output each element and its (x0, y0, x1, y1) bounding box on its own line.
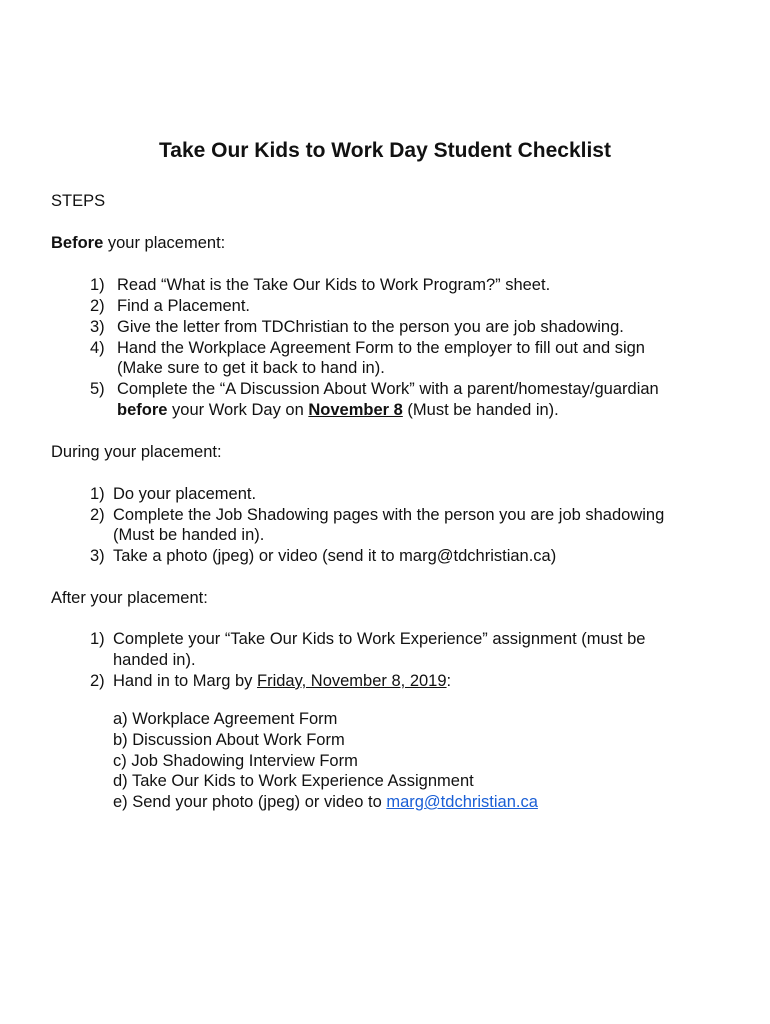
before-heading-bold: Before (51, 234, 104, 252)
subitem-d: d) Take Our Kids to Work Experience Assignment (113, 772, 474, 790)
before-item-4-line1: Hand the Workplace Agreement Form to the employer to fill out and sign (117, 339, 645, 357)
during-item-2-number: 2) (90, 506, 105, 524)
after-item-1-line1: Complete your “Take Our Kids to Work Experience” assignment (must be (113, 630, 646, 648)
after-item-2-number: 2) (90, 672, 105, 690)
before-item-5-end: (Must be handed in). (402, 401, 559, 419)
subitem-e-text: e) Send your photo (jpeg) or video to (113, 793, 387, 811)
before-item-1-text: Read “What is the Take Our Kids to Work Program?” sheet. (117, 276, 551, 294)
after-item-2-text (113, 671, 451, 692)
after-item-2-pre: Hand in to Marg by (113, 672, 257, 690)
after-item-1-number: 1) (90, 630, 105, 648)
after-item-2-post: : (446, 672, 452, 690)
page-title: Take Our Kids to Work Day Student Checklist (159, 139, 611, 162)
email-link[interactable]: marg@tdchristian.ca (386, 793, 538, 811)
subitem-b: b) Discussion About Work Form (113, 731, 345, 749)
during-item-2-line1: Complete the Job Shadowing pages with the person you are job shadowing (113, 506, 665, 524)
before-item-3-number: 3) (90, 318, 105, 336)
after-item-1-line2: handed in). (113, 651, 196, 669)
before-item-4-number: 4) (90, 339, 105, 357)
before-item-5-line2 (117, 400, 559, 421)
during-item-2-line2: (Must be handed in). (113, 526, 265, 544)
during-item-3-number: 3) (90, 547, 105, 565)
during-item-1-text: Do your placement. (113, 485, 257, 503)
before-item-4-line2: (Make sure to get it back to hand in). (117, 359, 385, 377)
before-heading-rest: your placement: (103, 234, 226, 252)
subitem-e (113, 792, 538, 813)
during-heading: During your placement: (51, 443, 222, 461)
before-item-5-line1: Complete the “A Discussion About Work” with a parent/homestay/guardian (117, 380, 659, 398)
before-item-5-number: 5) (90, 380, 105, 398)
before-item-2-text: Find a Placement. (117, 297, 250, 315)
before-heading (51, 233, 225, 254)
subitem-a: a) Workplace Agreement Form (113, 710, 338, 728)
steps-heading: STEPS (51, 192, 106, 210)
subitem-c: c) Job Shadowing Interview Form (113, 752, 358, 770)
before-item-1-number: 1) (90, 276, 105, 294)
before-emphasis: before (117, 401, 168, 419)
before-item-5-mid: your Work Day on (167, 401, 309, 419)
during-item-3-text: Take a photo (jpeg) or video (send it to marg@tdchristian.ca) (113, 547, 557, 565)
work-day-date: November 8 (308, 401, 403, 419)
after-heading: After your placement: (51, 589, 208, 607)
hand-in-date: Friday, November 8, 2019 (257, 672, 447, 690)
before-item-3-text: Give the letter from TDChristian to the person you are job shadowing. (117, 318, 624, 336)
before-item-2-number: 2) (90, 297, 105, 315)
during-item-1-number: 1) (90, 485, 105, 503)
